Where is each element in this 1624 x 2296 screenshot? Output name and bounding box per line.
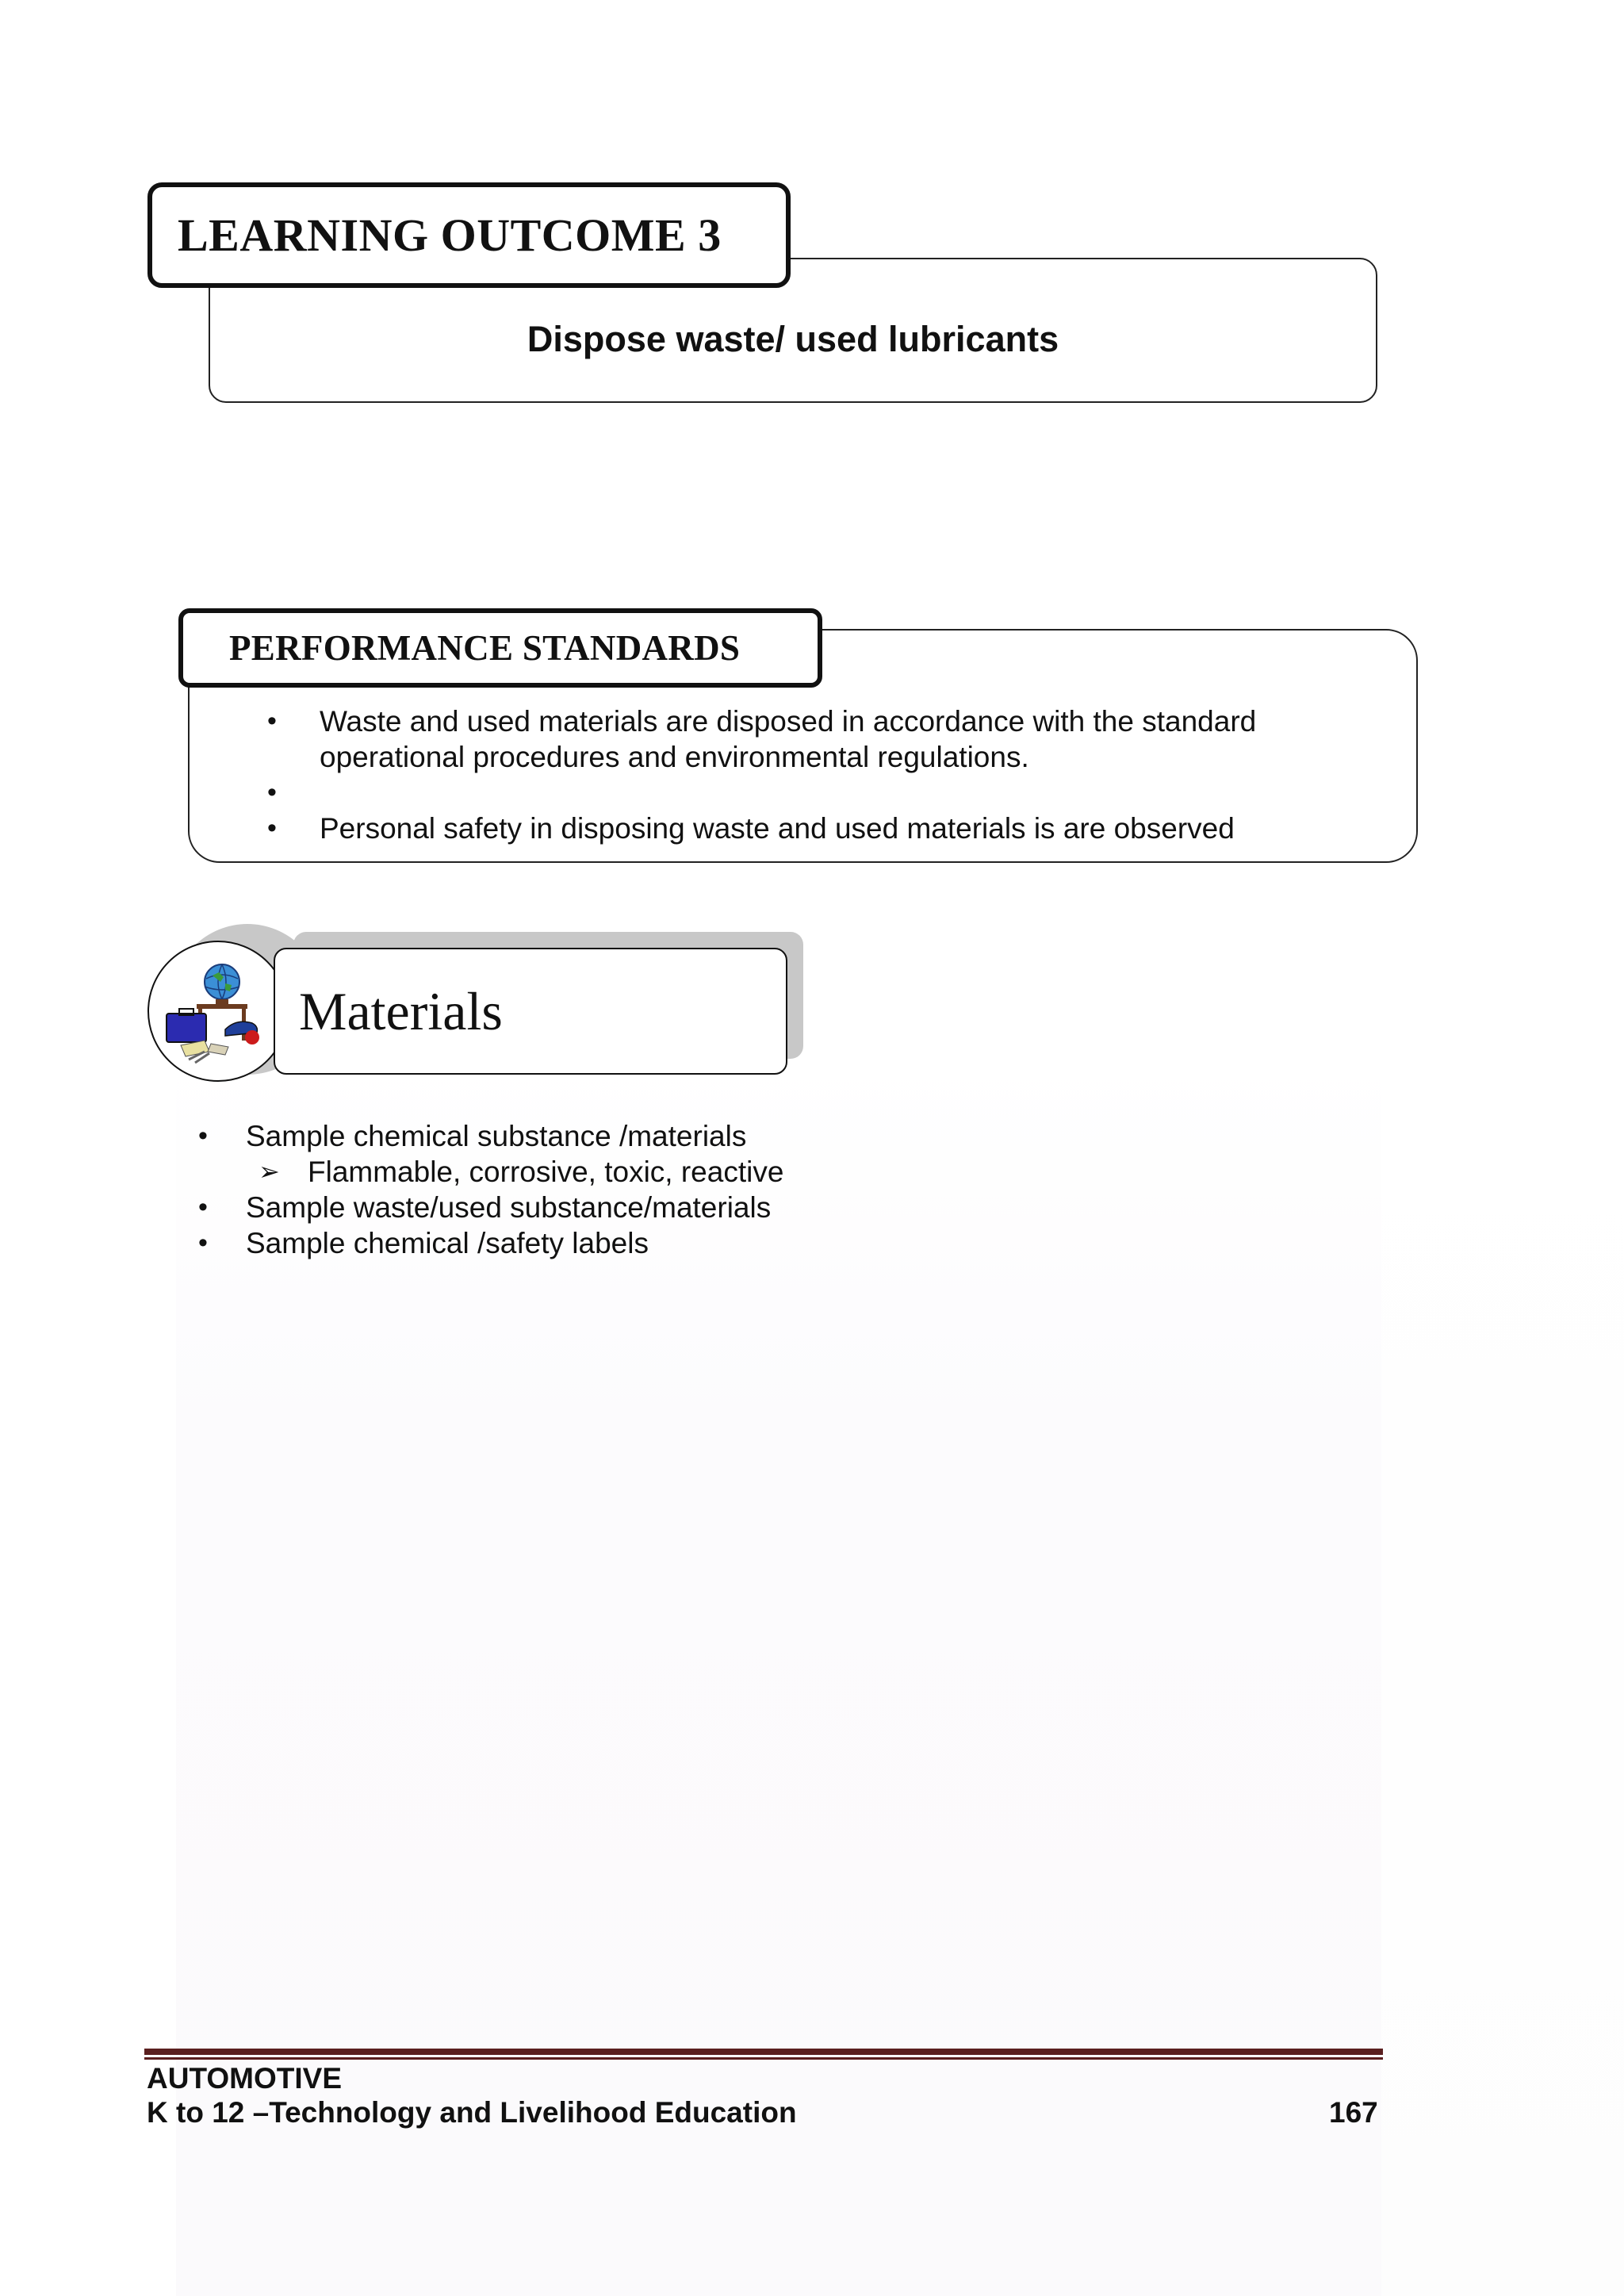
learning-outcome-subtitle: Dispose waste/ used lubricants bbox=[527, 319, 1059, 359]
learning-outcome-tab bbox=[147, 182, 791, 288]
materials-list bbox=[190, 1118, 783, 1261]
list-item: • Sample waste/used substance/materials bbox=[190, 1190, 783, 1225]
learning-outcome-title: LEARNING OUTCOME 3 bbox=[178, 209, 722, 261]
materials-heading-box bbox=[274, 948, 787, 1075]
page-number: 167 bbox=[1329, 2096, 1378, 2129]
performance-standards-list bbox=[190, 703, 1303, 846]
footer-rule-thin bbox=[144, 2057, 1383, 2060]
performance-standards-tab bbox=[178, 608, 822, 688]
list-item: • Sample chemical /safety labels bbox=[190, 1225, 783, 1261]
sub-list-item: ➢ Flammable, corrosive, toxic, reactive bbox=[190, 1154, 783, 1190]
list-item bbox=[190, 775, 1303, 811]
footer-subject: AUTOMOTIVE bbox=[147, 2062, 342, 2095]
performance-standards-title: PERFORMANCE STANDARDS bbox=[229, 628, 741, 668]
materials-clipart-icon bbox=[147, 941, 289, 1082]
footer-rule-thick bbox=[144, 2049, 1383, 2055]
materials-title: Materials bbox=[299, 980, 503, 1041]
footer-course: K to 12 –Technology and Livelihood Education bbox=[147, 2096, 797, 2129]
list-item: • Sample chemical substance /materials bbox=[190, 1118, 783, 1154]
page-background-right bbox=[1381, 1055, 1624, 2296]
list-item: • Waste and used materials are disposed in accordance with the standard operational procedures and environmental regulations. bbox=[190, 703, 1303, 775]
list-item: • Personal safety in disposing waste and used materials is are observed bbox=[190, 811, 1303, 846]
